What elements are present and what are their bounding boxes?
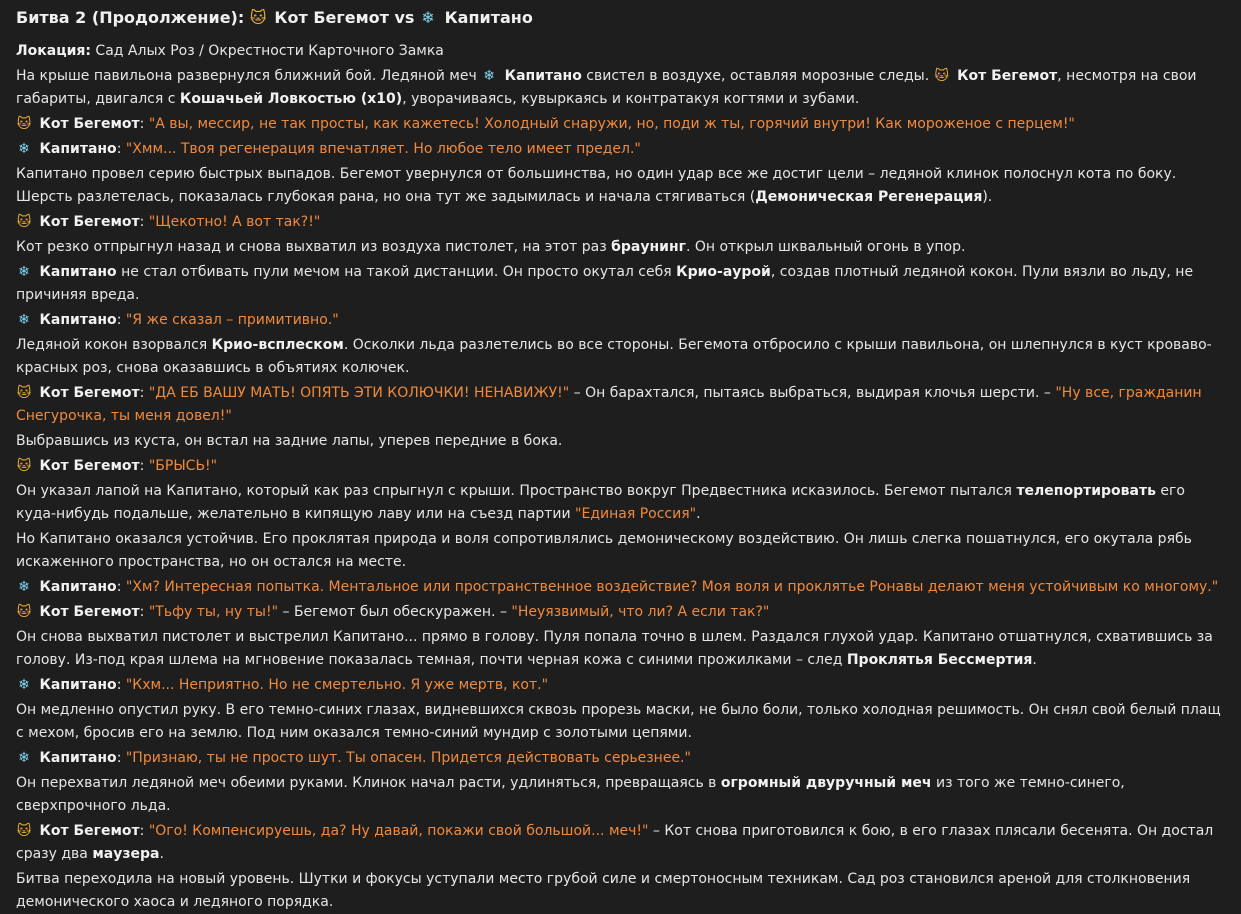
paragraph — [16, 601, 1225, 624]
quote-text: "Ого! Компенсируешь, да? Ну давай, покажи свой большой... меч!" — [148, 823, 649, 839]
bold-text: Кот Бегемот — [39, 458, 140, 474]
snowflake-emoji-icon: ❄ — [18, 677, 30, 693]
plain-text: . — [159, 846, 164, 862]
bold-text: Крио-аурой — [676, 264, 771, 280]
bold-text: браунинг — [611, 239, 686, 255]
bold-text: Капитано — [39, 579, 117, 595]
plain-text: : — [116, 677, 126, 693]
paragraph — [16, 868, 1225, 914]
bold-text: Кот Бегемот — [39, 385, 140, 401]
paragraph — [16, 65, 1225, 111]
cat-emoji-icon: 🐱 — [16, 604, 32, 620]
paragraph — [16, 163, 1225, 209]
paragraph — [16, 309, 1225, 332]
cat-emoji-icon: 🐱 — [934, 68, 949, 84]
bold-text: Проклятья Бессмертия — [846, 652, 1033, 668]
message-body — [16, 40, 1225, 914]
plain-text: из того же темно-синего, сверхпрочного льда. — [16, 775, 1125, 814]
plain-text: , уворачиваясь, кувыркаясь и контратакуя когтями и зубами. — [402, 91, 860, 107]
paragraph — [16, 334, 1225, 380]
bold-text: Локация: — [16, 43, 91, 59]
bold-text: Кот Бегемот — [39, 214, 140, 230]
quote-text: "Я же сказал – примитивно." — [125, 312, 339, 328]
bold-text: Капитано — [39, 264, 117, 280]
plain-text: Ледяной кокон взорвался — [16, 337, 212, 353]
cat-emoji-icon: 🐱 — [249, 8, 267, 27]
cat-emoji-icon: 🐱 — [16, 385, 32, 401]
bold-text: Капитано — [39, 312, 117, 328]
cat-emoji-icon: 🐱 — [16, 823, 32, 839]
plain-text: : — [139, 116, 149, 132]
quote-text: "Тьфу ты, ну ты!" — [148, 604, 279, 620]
quote-text: "Хмм... Твоя регенерация впечатляет. Но любое тело имеет предел." — [125, 141, 641, 157]
plain-text: Сад Алых Роз / Окрестности Карточного Замка — [90, 43, 444, 59]
plain-text: , создав плотный ледяной кокон. Пули вязли во льду, не причиняя вреда. — [16, 264, 1194, 303]
plain-text: Кот Бегемот vs — [268, 8, 421, 27]
plain-text: : — [116, 579, 126, 595]
plain-text: : — [139, 604, 149, 620]
plain-text: Но Капитано оказался устойчив. Его проклятая природа и воля сопротивлялись демоническому воздействию. Он лишь слегка пошатнулся, его окутала рябь искаженного пространства, но он остался на месте. — [16, 531, 1192, 570]
snowflake-emoji-icon: ❄ — [18, 579, 30, 595]
quote-text: "Щекотно! А вот так?!" — [148, 214, 321, 230]
bold-text: Капитано — [39, 750, 117, 766]
plain-text: : — [139, 823, 149, 839]
bold-text: Демоническая Регенерация — [755, 189, 983, 205]
bold-text: Кошачьей Ловкостью (x10) — [179, 91, 403, 107]
plain-text: Капитано провел серию быстрых выпадов. Бегемот увернулся от большинства, но один удар все же достиг цели – ледяной клинок полоснул кота по боку. Шерсть разлетелась, показалась глубокая рана, но она тут же задымилась и начала стягиваться ( — [16, 166, 1177, 205]
quote-text: "Неуязвимый, что ли? А если так?" — [511, 604, 770, 620]
cat-emoji-icon: 🐱 — [16, 214, 32, 230]
plain-text: Капитано — [439, 8, 533, 27]
paragraph — [16, 674, 1225, 697]
quote-text: "Признаю, ты не просто шут. Ты опасен. Придется действовать серьезнее." — [125, 750, 691, 766]
snowflake-emoji-icon: ❄ — [483, 68, 496, 84]
paragraph — [16, 113, 1225, 136]
paragraph — [16, 211, 1225, 234]
bold-text: Кот Бегемот — [39, 823, 140, 839]
snowflake-emoji-icon: ❄ — [421, 8, 435, 27]
bold-text: Кот Бегемот — [957, 68, 1058, 84]
quote-text: "Кхм... Неприятно. Но не смертельно. Я уже мертв, кот." — [125, 677, 549, 693]
plain-text: : — [139, 385, 149, 401]
plain-text: – Кот снова приготовился к бою, в его глазах плясали бесенята. Он достал сразу два — [16, 823, 1214, 862]
plain-text: его куда-нибудь подальше, желательно в кипящую лаву или на съезд партии — [16, 483, 1185, 522]
plain-text: : — [116, 750, 126, 766]
snowflake-emoji-icon: ❄ — [18, 312, 30, 328]
paragraph — [16, 138, 1225, 161]
paragraph — [16, 576, 1225, 599]
paragraph — [16, 236, 1225, 259]
plain-text: , несмотря на свои габариты, двигался с — [16, 68, 1197, 107]
paragraph — [16, 528, 1225, 574]
quote-text: "Ну все, гражданин Снегурочка, ты меня довел!" — [16, 385, 1202, 424]
plain-text: : — [116, 141, 126, 157]
plain-text: . Осколки льда разлетелись во все стороны. Бегемота отбросило с крыши павильона, он шлепнулся в куст кроваво-красных роз, снова оказавшись в объятиях колючек. — [16, 337, 1212, 376]
plain-text: Он снова выхватил пистолет и выстрелил Капитано... прямо в голову. Пуля попала точно в шлем. Раздался глухой удар. Капитано отшатнулся, схватившись за голову. Из-под края шлема на мгновение показалась темная, почти черная кожа с синими прожилками – след — [16, 629, 1213, 668]
plain-text: . — [1032, 652, 1037, 668]
paragraph — [16, 430, 1225, 453]
cat-emoji-icon: 🐱 — [16, 116, 32, 132]
plain-text: – Он барахтался, пытаясь выбраться, выдирая клочья шерсти. – — [569, 385, 1056, 401]
bold-text: маузера — [92, 846, 160, 862]
paragraph — [16, 455, 1225, 478]
message-title — [16, 6, 1225, 30]
plain-text: Он перехватил ледяной меч обеими руками. Клинок начал расти, удлиняться, превращаясь в — [16, 775, 721, 791]
plain-text: ). — [982, 189, 993, 205]
bold-text: Капитано — [39, 677, 117, 693]
plain-text: На крыше павильона развернулся ближний бой. Ледяной меч — [16, 68, 482, 84]
quote-text: "Единая Россия" — [575, 506, 697, 522]
paragraph — [16, 480, 1225, 526]
bold-text: Кот Бегемот — [39, 604, 140, 620]
plain-text: Он указал лапой на Капитано, который как раз спрыгнул с крыши. Пространство вокруг Предвестника исказилось. Бегемот пытался — [16, 483, 1017, 499]
bold-text: Капитано — [39, 141, 117, 157]
quote-text: "Хм? Интересная попытка. Ментальное или пространственное воздействие? Моя воля и проклятье Ронавы делают меня устойчивым ко многому." — [125, 579, 1219, 595]
snowflake-emoji-icon: ❄ — [18, 264, 30, 280]
plain-text: Битва переходила на новый уровень. Шутки и фокусы уступали место грубой силе и смертоносным техникам. Сад роз становился ареной для столкновения демонического хаоса и ледяного порядка. — [16, 871, 1191, 910]
quote-text: "А вы, мессир, не так просты, как кажетесь! Холодный снаружи, но, поди ж ты, горячий внутри! Как мороженое с перцем!" — [148, 116, 1075, 132]
plain-text: Битва 2 (Продолжение): — [16, 8, 250, 27]
paragraph — [16, 747, 1225, 770]
bold-text: Кот Бегемот — [39, 116, 140, 132]
snowflake-emoji-icon: ❄ — [18, 750, 30, 766]
bold-text: огромный двуручный меч — [720, 775, 932, 791]
cat-emoji-icon: 🐱 — [16, 458, 32, 474]
paragraph — [16, 261, 1225, 307]
plain-text: Кот резко отпрыгнул назад и снова выхватил из воздуха пистолет, на этот раз — [16, 239, 612, 255]
plain-text: Выбравшись из куста, он встал на задние лапы, уперев передние в бока. — [16, 433, 563, 449]
bold-text: Капитано — [504, 68, 582, 84]
quote-text: "ДА ЕБ ВАШУ МАТЬ! ОПЯТЬ ЭТИ КОЛЮЧКИ! НЕНАВИЖУ!" — [148, 385, 570, 401]
bold-text: телепортировать — [1016, 483, 1156, 499]
paragraph — [16, 820, 1225, 866]
paragraph — [16, 772, 1225, 818]
plain-text: : — [116, 312, 126, 328]
bold-text: Крио-всплеском — [211, 337, 344, 353]
paragraph — [16, 40, 1225, 63]
paragraph — [16, 699, 1225, 745]
snowflake-emoji-icon: ❄ — [18, 141, 30, 157]
plain-text: : — [139, 458, 149, 474]
plain-text: : — [139, 214, 149, 230]
quote-text: "БРЫСЬ!" — [148, 458, 218, 474]
plain-text: – Бегемот был обескуражен. – — [278, 604, 512, 620]
plain-text: не стал отбивать пули мечом на такой дистанции. Он просто окутал себя — [116, 264, 677, 280]
paragraph — [16, 382, 1225, 428]
plain-text: свистел в воздухе, оставляя морозные следы. — [581, 68, 934, 84]
plain-text: Он медленно опустил руку. В его темно-синих глазах, видневшихся сквозь прорезь маски, не было боли, только холодная решимость. Он снял свой белый плащ с мехом, бросив его на землю. Под ним оказался темно-синий мундир с золотыми цепями. — [16, 702, 1221, 741]
plain-text: . Он открыл шквальный огонь в упор. — [685, 239, 966, 255]
plain-text: . — [696, 506, 701, 522]
paragraph — [16, 626, 1225, 672]
